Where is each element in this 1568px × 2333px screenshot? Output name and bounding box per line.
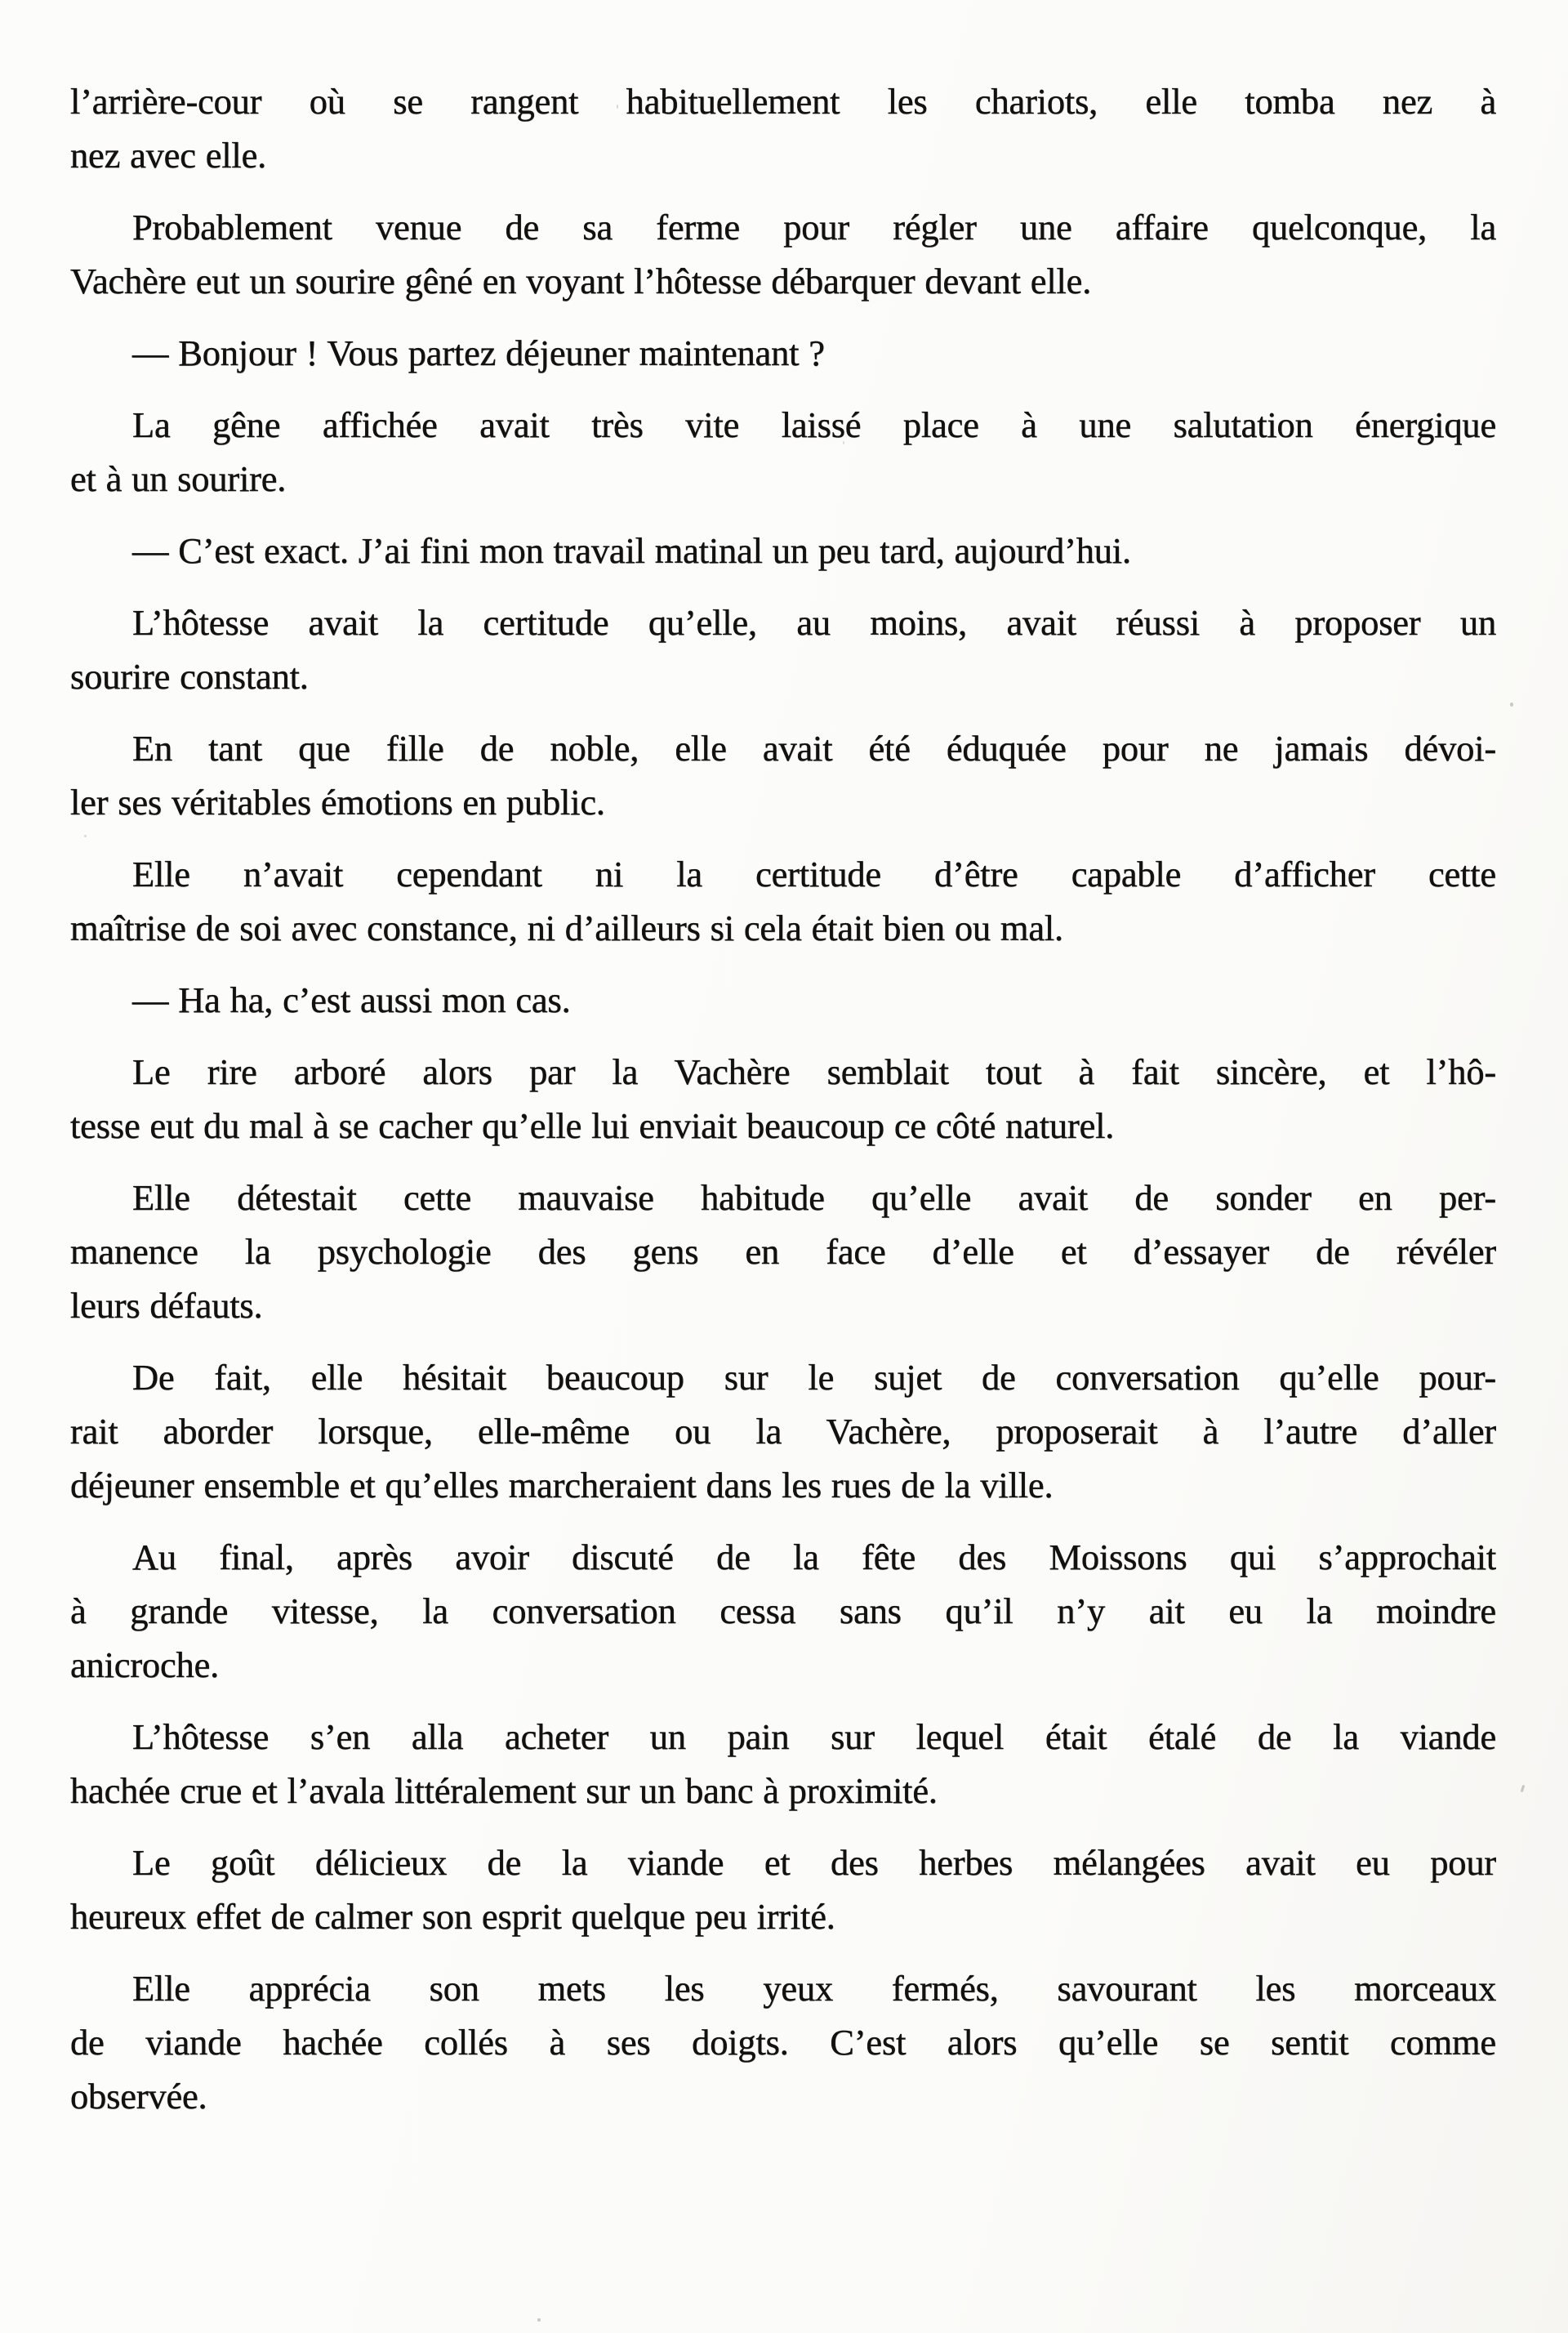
text-line: ler ses véritables émotions en public. <box>70 782 605 823</box>
text-line: Elle n’avait cependant ni la certitude d’être capable d’afficher cette <box>132 854 1496 894</box>
text-line: nez avec elle. <box>70 135 267 176</box>
scan-speck <box>537 2318 541 2322</box>
text-line: Elle apprécia son mets les yeux fermés, savourant les morceaux <box>132 1968 1496 2009</box>
text-line: De fait, elle hésitait beaucoup sur le sujet de conversation qu’elle pour- <box>132 1357 1496 1398</box>
paragraph <box>70 200 1496 308</box>
page-text <box>70 74 1496 2123</box>
paragraph <box>70 1530 1496 1692</box>
paragraph <box>70 1350 1496 1512</box>
text-line: rait aborder lorsque, elle-même ou la Vachère, proposerait à l’autre d’aller <box>70 1411 1496 1452</box>
text-line: L’hôtesse s’en alla acheter un pain sur lequel était étalé de la viande <box>132 1716 1496 1757</box>
text-line: de viande hachée collés à ses doigts. C’est alors qu’elle se sentit comme <box>70 2022 1496 2063</box>
text-line: déjeuner ensemble et qu’elles marcheraient dans les rues de la ville. <box>70 1465 1054 1506</box>
paragraph <box>70 398 1496 506</box>
dialogue-paragraph <box>70 973 1496 1027</box>
text-line: Vachère eut un sourire gêné en voyant l’hôtesse débarquer devant elle. <box>70 261 1092 301</box>
text-line: — Ha ha, c’est aussi mon cas. <box>132 979 571 1020</box>
text-line: maîtrise de soi avec constance, ni d’ailleurs si cela était bien ou mal. <box>70 908 1063 948</box>
text-line: observée. <box>70 2076 207 2117</box>
text-line: Au final, après avoir discuté de la fête des Moissons qui s’approchait <box>132 1537 1496 1577</box>
text-line: sourire constant. <box>70 656 309 697</box>
text-line: Probablement venue de sa ferme pour régler une affaire quelconque, la <box>132 207 1496 248</box>
paragraph <box>70 847 1496 955</box>
text-line: L’hôtesse avait la certitude qu’elle, au moins, avait réussi à proposer un <box>132 602 1496 643</box>
text-line: Elle détestait cette mauvaise habitude qu’elle avait de sonder en per- <box>132 1177 1496 1218</box>
paragraph <box>70 74 1496 182</box>
text-line: et à un sourire. <box>70 458 287 499</box>
text-line: leurs défauts. <box>70 1285 263 1326</box>
text-line: — Bonjour ! Vous partez déjeuner maintenant ? <box>132 332 825 373</box>
scan-speck <box>617 105 618 109</box>
text-line: La gêne affichée avait très vite laissé place à une salutation énergique <box>132 404 1496 445</box>
text-line: heureux effet de calmer son esprit quelque peu irrité. <box>70 1896 835 1937</box>
text-line: anicroche. <box>70 1644 220 1685</box>
paragraph <box>70 1171 1496 1332</box>
scan-speck <box>843 441 844 444</box>
scan-speck <box>1521 1785 1526 1792</box>
text-line: manence la psychologie des gens en face d’elle et d’essayer de révéler <box>70 1231 1496 1272</box>
text-line: à grande vitesse, la conversation cessa sans qu’il n’y ait eu la moindre <box>70 1590 1496 1631</box>
paragraph <box>70 721 1496 829</box>
paragraph <box>70 1045 1496 1153</box>
scan-speck <box>84 835 87 837</box>
text-line: — C’est exact. J’ai fini mon travail matinal un peu tard, aujourd’hui. <box>132 530 1131 571</box>
text-line: Le goût délicieux de la viande et des herbes mélangées avait eu pour <box>132 1842 1496 1883</box>
text-line: Le rire arboré alors par la Vachère semblait tout à fait sincère, et l’hô- <box>132 1051 1496 1092</box>
text-line: l’arrière-cour où se rangent habituellement les chariots, elle tomba nez à <box>70 81 1496 122</box>
paragraph <box>70 1961 1496 2123</box>
paragraph <box>70 1710 1496 1818</box>
dialogue-paragraph <box>70 524 1496 578</box>
dialogue-paragraph <box>70 326 1496 380</box>
scan-speck <box>1510 703 1513 707</box>
text-line: hachée crue et l’avala littéralement sur un banc à proximité. <box>70 1770 938 1811</box>
text-line: En tant que fille de noble, elle avait été éduquée pour ne jamais dévoi- <box>132 728 1496 769</box>
paragraph <box>70 596 1496 703</box>
text-line: tesse eut du mal à se cacher qu’elle lui enviait beaucoup ce côté naturel. <box>70 1105 1115 1146</box>
paragraph <box>70 1836 1496 1943</box>
